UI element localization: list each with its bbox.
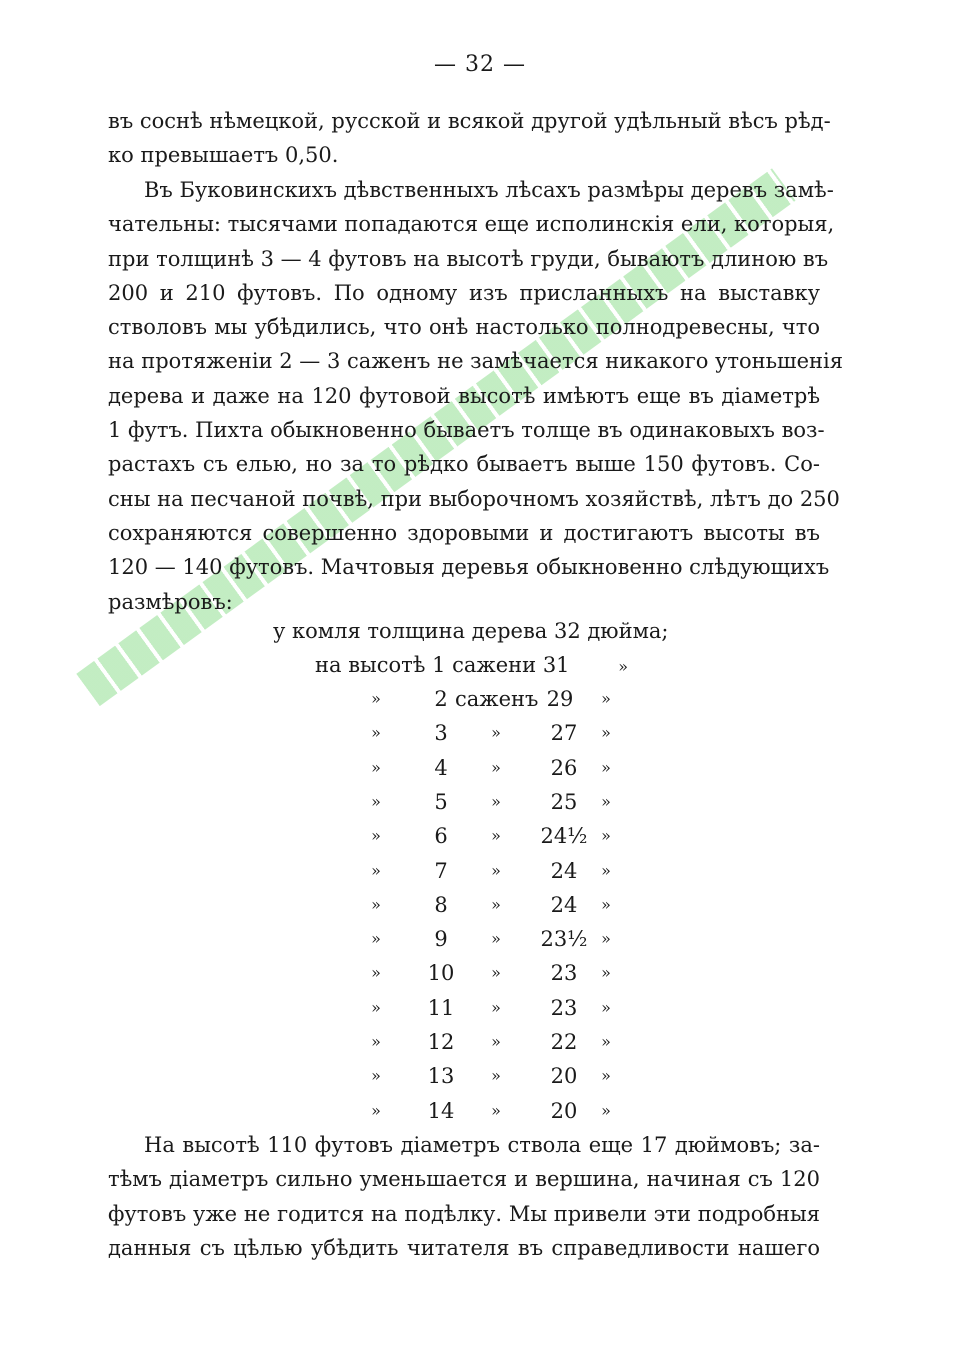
table-header-line: у комля толщина дерева 32 дюйма;: [273, 619, 669, 643]
table-row: [0, 854, 960, 888]
ditto-mark: »: [371, 757, 381, 777]
unit-ditto: »: [491, 791, 501, 811]
diameter-value: 26: [550, 755, 578, 780]
table-row: [0, 785, 960, 819]
height-value: 12: [427, 1030, 455, 1054]
height-value: 2: [434, 687, 448, 711]
table-row: [0, 888, 960, 922]
intro-paragraph: [108, 104, 831, 173]
text-line: 120 — 140 футовъ. Мачтовыя деревья обыкновенно слѣдующихъ: [108, 555, 830, 580]
table-row: [0, 1059, 960, 1093]
diameter-value: 24: [550, 892, 578, 917]
unit-ditto: »: [491, 1100, 501, 1120]
text-line: данныя съ цѣлью убѣдить читателя въ справедливости нашего: [108, 1235, 820, 1260]
diameter-value: 25: [550, 789, 578, 814]
table-row: [0, 922, 960, 956]
text-line: сохраняются совершенно здоровыми и достигаютъ высоты въ: [108, 520, 820, 545]
ditto-mark: »: [601, 860, 611, 880]
height-value: 14: [427, 1098, 455, 1123]
text-line: футовъ уже не годится на подѣлку. Мы привели эти подробныя: [108, 1201, 820, 1226]
text-line: На высотѣ 110 футовъ діаметръ ствола еще 17 дюймовъ; за-: [144, 1133, 820, 1157]
ditto-mark: »: [601, 826, 611, 846]
ditto-mark: »: [601, 1066, 611, 1086]
ditto-mark: »: [601, 791, 611, 811]
text-line: на протяженіи 2 — 3 саженъ не замѣчается никакого утоньшенія: [108, 349, 843, 374]
ditto-mark: »: [371, 997, 381, 1017]
text-line: 200 и 210 футовъ. По одному изъ присланныхъ на выставку: [108, 280, 820, 305]
unit-ditto: »: [491, 894, 501, 914]
height-value: 7: [434, 858, 448, 883]
table-first-row: [315, 648, 628, 684]
ditto-mark: »: [371, 963, 381, 983]
text-line: сны на песчаной почвѣ, при выборочномъ хозяйствѣ, лѣтъ до 250: [108, 486, 840, 511]
text-line: 1 футъ. Пихта обыкновенно бываетъ толще въ одинаковыхъ воз-: [108, 418, 825, 443]
first-row-ditto: »: [618, 657, 629, 676]
text-line: чательны: тысячами попадаются еще исполинскія ели, которыя,: [108, 212, 835, 237]
ditto-mark: »: [601, 757, 611, 777]
final-paragraph: [108, 1128, 820, 1265]
main-paragraph: [108, 173, 843, 619]
ditto-mark: »: [371, 1066, 381, 1086]
height-value: 5: [434, 789, 448, 814]
diameter-value: 29: [546, 687, 574, 711]
ditto-mark: »: [371, 929, 381, 949]
height-value: 10: [427, 961, 455, 986]
height-value: 3: [434, 721, 448, 746]
diameter-value: 20: [550, 1064, 578, 1089]
height-value: 9: [434, 927, 448, 952]
text-line: стволовъ мы убѣдились, что онѣ настолько полнодревесны, что: [108, 315, 820, 340]
unit-ditto: »: [491, 929, 501, 949]
ditto-mark: »: [601, 1100, 611, 1120]
ditto-mark: »: [601, 1032, 611, 1051]
unit-ditto: »: [491, 723, 501, 743]
height-value: 8: [434, 892, 448, 917]
ditto-mark: »: [601, 894, 611, 914]
page-number: — 32 —: [434, 52, 526, 77]
unit-ditto: »: [491, 997, 501, 1017]
table-row: [0, 682, 960, 716]
text-line: размѣровъ:: [108, 589, 233, 614]
ditto-mark: »: [371, 689, 381, 708]
text-line: при толщинѣ 3 — 4 футовъ на высотѣ груди, бываютъ длиною въ: [108, 246, 829, 271]
table-row: [0, 716, 960, 750]
height-value: 13: [427, 1064, 455, 1089]
ditto-mark: »: [601, 689, 611, 708]
diameter-value: 23½: [540, 927, 588, 952]
text-line: тѣмъ діаметръ сильно уменьшается и вершина, начиная съ 120: [108, 1167, 820, 1192]
height-value: 11: [427, 995, 455, 1020]
diameter-value: 24½: [540, 824, 588, 849]
ditto-mark: »: [371, 723, 381, 743]
height-value: 4: [434, 755, 448, 780]
ditto-mark: »: [601, 929, 611, 949]
first-row-text: на высотѣ 1 сажени 31: [315, 653, 570, 677]
unit-ditto: »: [491, 757, 501, 777]
ditto-mark: »: [371, 860, 381, 880]
table-row: [0, 1094, 960, 1128]
text-line: въ соснѣ нѣмецкой, русской и всякой другой удѣльный вѣсъ рѣд-: [108, 109, 831, 133]
unit-ditto: »: [491, 963, 501, 983]
diameter-value: 23: [550, 961, 578, 986]
ditto-mark: »: [371, 894, 381, 914]
table-row: [0, 991, 960, 1025]
table-row: [0, 956, 960, 990]
diameter-value: 24: [550, 858, 578, 883]
ditto-mark: »: [601, 963, 611, 983]
diameter-value: 20: [550, 1098, 578, 1123]
table-row: [0, 751, 960, 785]
text-line: Въ Буковинскихъ дѣвственныхъ лѣсахъ размѣры деревъ замѣ-: [144, 178, 834, 202]
unit-ditto: »: [491, 860, 501, 880]
table-row: [0, 1025, 960, 1059]
unit-ditto: »: [491, 826, 501, 846]
text-line: дерева и даже на 120 футовой высотѣ имѣютъ еще въ діаметрѣ: [108, 383, 820, 408]
ditto-mark: »: [371, 1100, 381, 1120]
text-line: ко превышаетъ 0,50.: [108, 143, 339, 168]
height-value: 6: [434, 824, 448, 849]
text-line: растахъ съ елью, но за то рѣдко бываетъ выше 150 футовъ. Со-: [108, 452, 820, 477]
diameter-value: 27: [550, 721, 578, 746]
ditto-mark: »: [371, 1032, 381, 1051]
ditto-mark: »: [371, 791, 381, 811]
diameter-value: 23: [550, 995, 578, 1020]
ditto-mark: »: [371, 826, 381, 846]
table-row: [0, 819, 960, 853]
ditto-mark: »: [601, 997, 611, 1017]
unit-value: саженъ: [455, 687, 539, 711]
unit-ditto: »: [491, 1032, 501, 1051]
diameter-value: 22: [550, 1030, 578, 1054]
unit-ditto: »: [491, 1066, 501, 1086]
ditto-mark: »: [601, 723, 611, 743]
